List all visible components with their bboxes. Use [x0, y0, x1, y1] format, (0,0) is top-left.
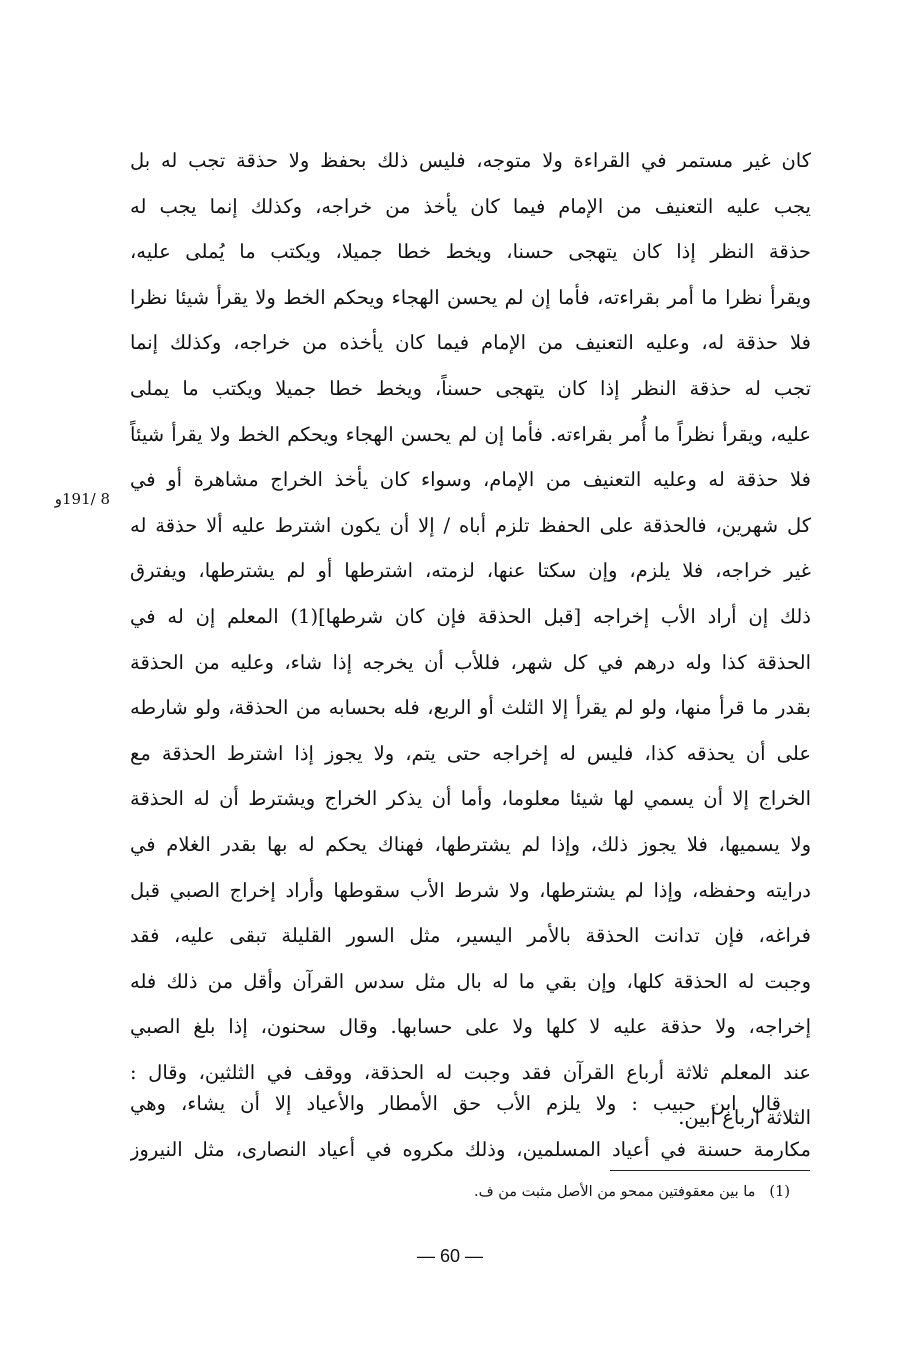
text-line: وجبت له الحذقة كلها، وإن بقي ما له بال مثل سدس القرآن وأقل من ذلك فله	[130, 969, 811, 993]
text-line: الخراج إلا أن يسمي لها شيئا معلوما، وأما أن يذكر الخراج ويشترط أن له الحذقة	[130, 787, 811, 811]
text-line: بقدر ما قرأ منها، ولو لم يقرأ إلا الثلث أو الربع، فله بحسابه من الحذقة، ولو شارطه	[130, 696, 811, 720]
text-line: غير خراجه، فلا يلزم، وإن سكتا عنها، لزمته، اشترطها أو لم يشترطها، ويفترق	[130, 559, 811, 583]
text-line: عند المعلم ثلاثة أرباع القرآن فقد وجبت له الحذقة، ووقف في الثلثين، وقال :	[130, 1060, 811, 1084]
footnote	[300, 1178, 790, 1206]
text-line: يجب عليه التعنيف من الإمام فيما كان يأخذ من خراجه، وكذلك إنما يجب له	[130, 194, 811, 218]
footnote-text: ما بين معقوفتين ممحو من الأصل مثبت من ف.	[474, 1184, 756, 1200]
text-line: حذقة النظر إذا كان يتهجى حسنا، ويخط خطا جميلا، ويكتب ما يُملى عليه،	[130, 240, 811, 264]
text-line: كل شهرين، فالحذقة على الحفظ تلزم أباه / إلا أن يكون اشترط عليه ألا حذقة له	[130, 513, 811, 537]
text-line: على أن يحذقه كذا، فليس له إخراجه حتى يتم، ولا يجوز إذا اشترط الحذقة مع	[130, 741, 811, 765]
main-paragraph	[130, 138, 811, 1141]
text-line: تجب له حذقة النظر إذا كان يتهجى حسناً، ويخط خطا جميلا ويكتب ما يملى	[130, 376, 811, 400]
text-line: عليه، ويقرأ نظراً ما أُمر بقراءته. فأما إن لم يحسن الهجاء ويحكم الخط ولا يقرأ شيئاً	[130, 422, 811, 446]
text-line: الثلاثة ارباع أبين.	[678, 1106, 811, 1130]
text-line: ولا يسميها، فلا يجوز ذلك، وإذا لم يشترطها، فهناك يحكم له بها بقدر الغلام في	[130, 832, 811, 856]
second-paragraph	[130, 1081, 811, 1172]
text-line: مكارمة حسنة في أعياد المسلمين، وذلك مكروه في أعياد النصارى، مثل النيروز	[130, 1137, 811, 1161]
text-line: فراغه، فإن تدانت الحذقة بالأمر اليسير، مثل السور القليلة تبقى عليه، فقد	[130, 924, 811, 948]
text-line: إخراجه، ولا حذقة عليه لا كلها ولا على حسابها. وقال سحنون، إذا بلغ الصبي	[130, 1015, 811, 1039]
manuscript-folio-marker: 8 /191و	[54, 490, 110, 508]
text-line: الحذقة كذا وله درهم في كل شهر، فللأب أن يخرجه إذا شاء، وعليه من الحذقة	[130, 650, 811, 674]
text-line: فلا حذقة له، وعليه التعنيف من الإمام فيما كان يأخذه من خراجه، وكذلك إنما	[130, 331, 811, 355]
text-line: فلا حذقة له وعليه التعنيف من الإمام، وسواء كان يأخذ الخراج مشاهرة أو في	[130, 468, 811, 492]
text-line: ويقرأ نظرا ما أمر بقراءته، فأما إن لم يحسن الهجاء ويحكم الخط ولا يقرأ شيئا نظرا	[130, 285, 811, 309]
text-line: قال ابن حبيب : ولا يلزم الأب حق الأمطار والأعياد إلا أن يشاء، وهي	[130, 1092, 781, 1115]
footnote-number: (1)	[769, 1184, 790, 1200]
page-number: — 60 —	[416, 1246, 484, 1266]
text-line: كان غير مستمر في القراءة ولا متوجه، فليس ذلك بحفظ ولا حذقة تجب له بل	[130, 149, 811, 172]
text-line: ذلك إن أراد الأب إخراجه [قبل الحذقة فإن كان شرطها](1) المعلم إن له في	[130, 604, 811, 628]
text-line: درايته وحفظه، وإذا لم يشترطها، ولا شرط الأب سقوطها وأراد إخراج الصبي قبل	[130, 878, 811, 902]
footnote-separator	[610, 1170, 810, 1171]
